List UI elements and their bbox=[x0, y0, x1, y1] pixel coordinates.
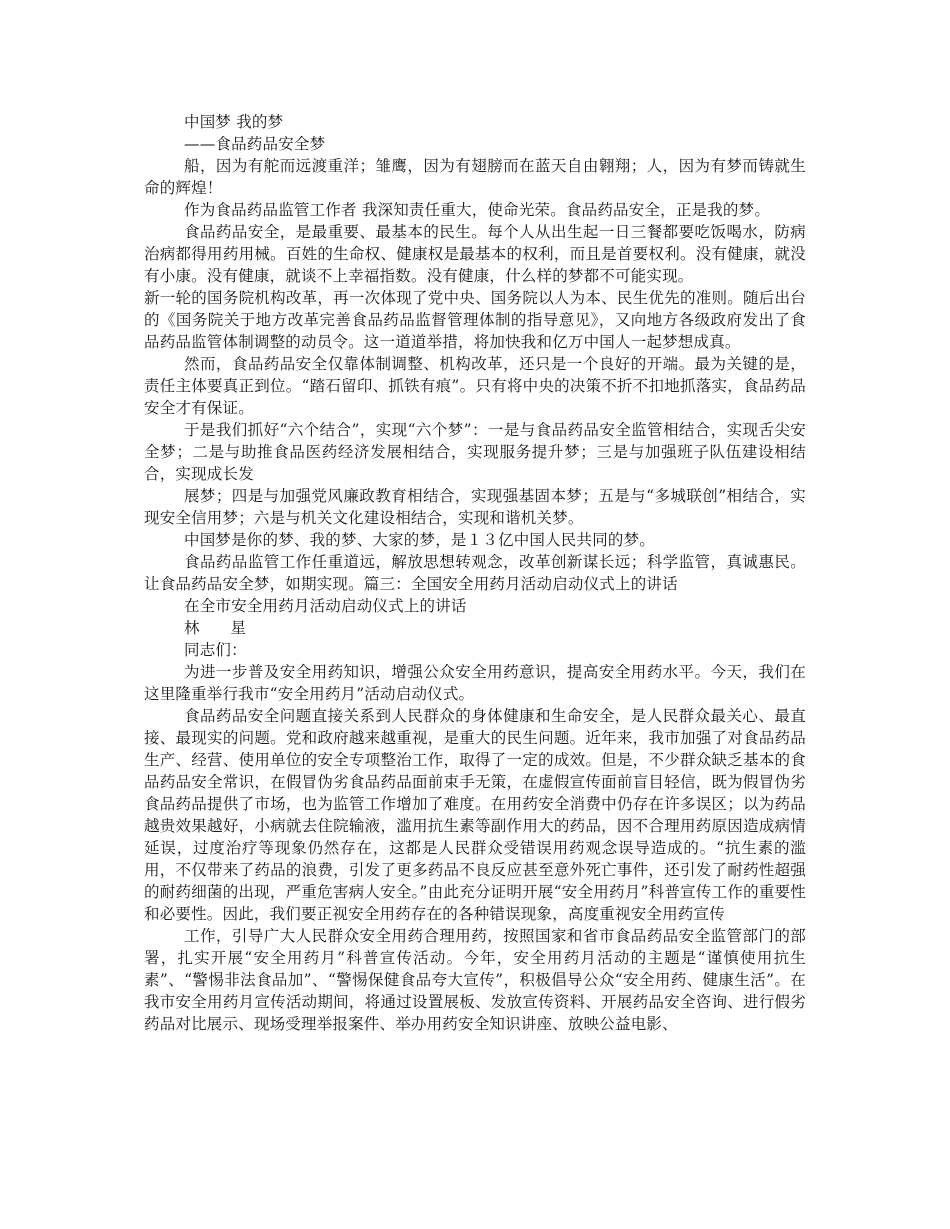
paragraph: 展梦；四是与加强党风廉政教育相结合，实现强基固本梦；五是与“多城联创”相结合，实现安全信用梦；六是与机关文化建设相结合，实现和谐机关梦。 bbox=[144, 487, 806, 527]
paragraph: 船，因为有舵而远渡重洋；雏鹰，因为有翅膀而在蓝天自由翱翔；人，因为有梦而铸就生命的辉煌！ bbox=[144, 157, 806, 197]
doc-title: 中国梦 我的梦 bbox=[184, 113, 284, 131]
paragraph: 新一轮的国务院机构改革，再一次体现了党中央、国务院以人为本、民生优先的准则。随后出台的《国务院关于地方改革完善食品药品监督管理体制的指导意见》，又向地方各级政府发出了食品药品监管体制调整的动员令。这一道道举措，将加快我和亿万中国人一起梦想成真。 bbox=[144, 289, 806, 351]
paragraph: 中国梦是你的梦、我的梦、大家的梦，是１３亿中国人民共同的梦。 bbox=[184, 531, 656, 549]
speech-title: 在全市安全用药月活动启动仪式上的讲话 bbox=[184, 597, 467, 615]
paragraph: 作为食品药品监管工作者 我深知责任重大，使命光荣。食品药品安全，正是我的梦。 bbox=[184, 201, 771, 219]
paragraph: 食品药品监管工作任重道远，解放思想转观念，改革创新谋长远；科学监管，真诚惠民。让食品药品安全梦，如期实现。篇三：全国安全用药月活动启动仪式上的讲话 bbox=[144, 553, 806, 593]
document-body bbox=[144, 111, 806, 1035]
paragraph: 工作，引导广大人民群众安全用药合理用药，按照国家和省市食品药品安全监管部门的部署，扎实开展“安全用药月”科普宣传活动。今年，安全用药月活动的主题是“谨慎使用抗生素”、“警惕非法食品加”、“警惕保健食品夸大宣传”，积极倡导公众“安全用药、健康生活”。在我市安全用药月宣传活动期间，将通过设置展板、发放宣传资料、开展药品安全咨询、进行假劣药品对比展示、现场受理举报案件、举办用药安全知识讲座、放映公益电影、 bbox=[144, 927, 806, 1033]
salutation: 同志们： bbox=[184, 641, 247, 659]
paragraph: 然而，食品药品安全仅靠体制调整、机构改革，还只是一个良好的开端。最为关键的是，责任主体要真正到位。“踏石留印、抓铁有痕”。只有将中央的决策不折不扣地抓落实，食品药品安全才有保证。 bbox=[144, 355, 806, 417]
paragraph: 为进一步普及安全用药知识，增强公众安全用药意识，提高安全用药水平。今天，我们在这里隆重举行我市“安全用药月”活动启动仪式。 bbox=[144, 663, 806, 703]
doc-subtitle: ——食品药品安全梦 bbox=[184, 135, 326, 153]
paragraph: 食品药品安全问题直接关系到人民群众的身体健康和生命安全，是人民群众最关心、最直接、最现实的问题。党和政府越来越重视，是重大的民生问题。近年来，我市加强了对食品药品生产、经营、使用单位的安全专项整治工作，取得了一定的成效。但是，不少群众缺乏基本的食品药品安全常识，在假冒伪劣食品药品面前束手无策，在虚假宣传面前盲目轻信，既为假冒伪劣食品药品提供了市场，也为监管工作增加了难度。在用药安全消费中仍存在许多误区；以为药品越贵效果越好，小病就去住院输液，滥用抗生素等副作用大的药品，因不合理用药原因造成病情延误，过度治疗等现象仍然存在，这都是人民群众受错误用药观念误导造成的。“抗生素的滥用，不仅带来了药品的浪费，引发了更多药品不良反应甚至意外死亡事件，还引发了耐药性超强的耐药细菌的出现，严重危害病人安全。”由此充分证明开展“安全用药月”科普宣传工作的重要性和必要性。因此，我们要正视安全用药存在的各种错误现象，高度重视安全用药宣传 bbox=[144, 707, 806, 923]
paragraph: 食品药品安全，是最重要、最基本的民生。每个人从出生起一日三餐都要吃饭喝水，防病治病都得用药用械。百姓的生命权、健康权是最基本的权利，而且是首要权利。没有健康，就没有小康。没有健康，就谈不上幸福指数。没有健康，什么样的梦都不可能实现。 bbox=[144, 223, 806, 285]
speaker-name: 林 星 bbox=[184, 619, 247, 637]
paragraph: 于是我们抓好“六个结合”，实现“六个梦”：一是与食品药品安全监管相结合，实现舌尖安全梦；二是与助推食品医药经济发展相结合，实现服务提升梦；三是与加强班子队伍建设相结合，实现成长发 bbox=[144, 421, 806, 483]
